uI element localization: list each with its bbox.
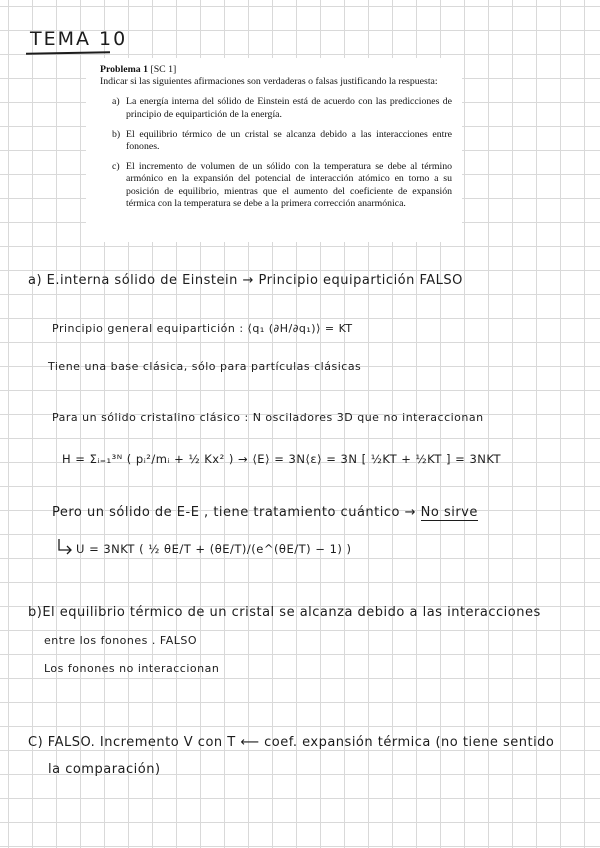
problem-intro: Indicar si las siguientes afirmaciones son verdaderas o falsas justificando la respuesta: bbox=[100, 76, 438, 88]
einstein-energy-formula: U = 3NKT ( ½ θE/T + (θE/T)/(e^(θE/T) − 1) ) bbox=[76, 542, 352, 556]
equipartition-principle: Principio general equipartición : ⟨q₁ (∂H/∂q₁)⟩ = KT bbox=[52, 322, 353, 335]
problem-number: Problema 1 bbox=[100, 64, 148, 75]
classical-base-note: Tiene una base clásica, sólo para partículas clásicas bbox=[48, 360, 362, 373]
statement-text: La energía interna del sólido de Einstein está de acuerdo con las predicciones de principio de equipartición de la energía. bbox=[126, 96, 452, 120]
quantum-note-text: Pero un sólido de E-E , tiene tratamiento cuántico → bbox=[52, 505, 416, 520]
statement-text: El equilibrio térmico de un cristal se alcanza debido a las interacciones entre fonones. bbox=[126, 128, 452, 153]
answer-c-line-1: C) FALSO. Incremento V con T ⟵ coef. expansión térmica (no tiene sentido bbox=[28, 735, 555, 750]
answer-b-line-2: entre los fonones . FALSO bbox=[44, 634, 197, 647]
answer-b-line-1: b)El equilibrio térmico de un cristal se alcanza debido a las interacciones bbox=[28, 605, 541, 620]
statement-a bbox=[112, 96, 452, 120]
statement-marker: b) bbox=[112, 128, 121, 140]
answer-b-line-3: Los fonones no interaccionan bbox=[44, 662, 220, 675]
no-sirve-label: No sirve bbox=[420, 505, 478, 520]
page-title: TEMA 10 bbox=[30, 28, 128, 50]
quantum-note bbox=[52, 505, 478, 520]
problem-statement bbox=[86, 58, 462, 242]
statement-marker: c) bbox=[112, 161, 120, 173]
statement-b bbox=[112, 129, 452, 153]
hamiltonian-equation: H = Σᵢ₌₁³ᴺ ( pᵢ²/mᵢ + ½ Kx² ) → ⟨E⟩ = 3N⟨ε⟩ = 3N [ ½KT + ½KT ] = 3NKT bbox=[62, 452, 502, 466]
hook-arrow-icon bbox=[56, 538, 74, 556]
statement-list bbox=[100, 96, 452, 210]
title-underline bbox=[26, 51, 110, 54]
answer-c-line-2: la comparación) bbox=[48, 762, 161, 777]
statement-text: El incremento de volumen de un sólido con la temperatura se debe al término armónico en la expansión del potencial de interacción atómico en torno a su posición de equilibrio, mientras que el aumento del coeficiente de expansión térmica con la temperatura se debe a la primera corrección anarmónica. bbox=[126, 161, 452, 209]
answer-a-heading: a) E.interna sólido de Einstein → Principio equipartición FALSO bbox=[28, 273, 463, 288]
problem-tag: [SC 1] bbox=[150, 64, 177, 75]
statement-c bbox=[112, 161, 452, 210]
statement-marker: a) bbox=[112, 96, 120, 108]
problem-heading bbox=[100, 64, 452, 76]
classical-crystal-note: Para un sólido cristalino clásico : N osciladores 3D que no interaccionan bbox=[52, 411, 484, 424]
